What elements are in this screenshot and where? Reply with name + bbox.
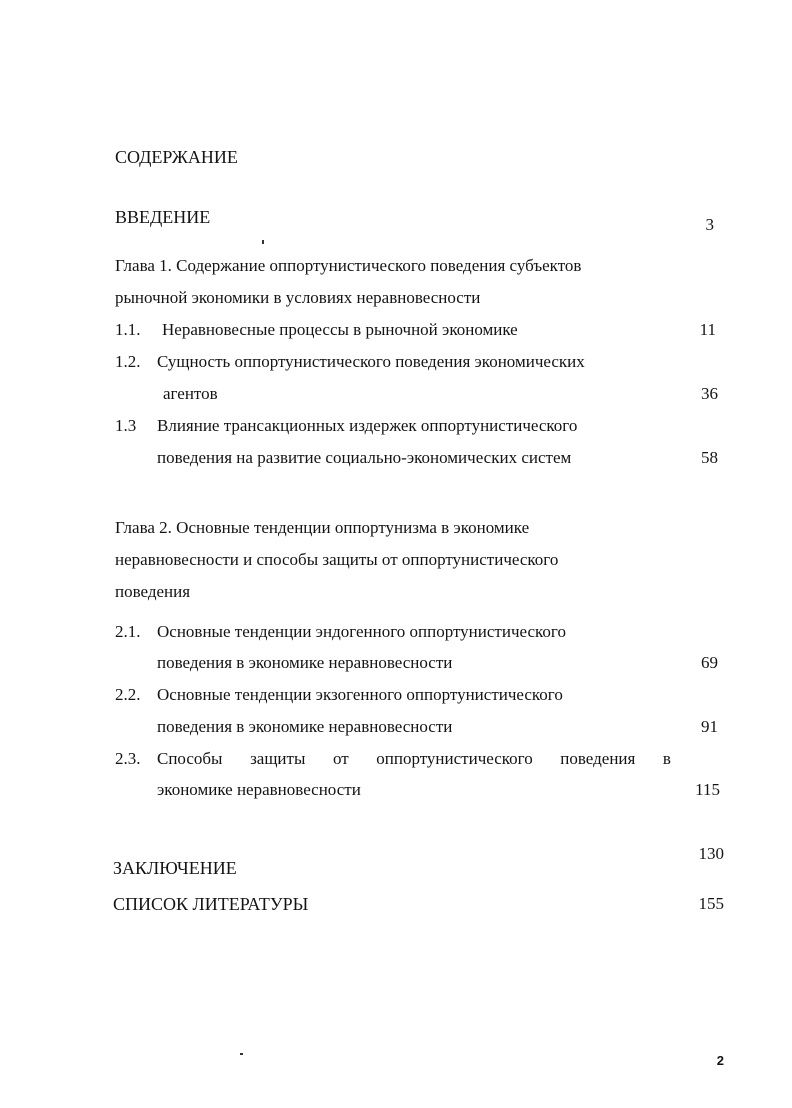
section-2-1-number: 2.1. xyxy=(115,622,141,641)
references-page: 155 xyxy=(698,894,724,913)
scan-speck xyxy=(262,240,264,244)
section-1-2-title-line1: Сущность оппортунистического поведения экономических xyxy=(157,352,585,371)
word: от xyxy=(332,749,349,768)
section-2-1-title-line1: Основные тенденции эндогенного оппортунистического xyxy=(157,622,566,641)
word: защиты xyxy=(250,749,306,768)
word: Способы xyxy=(157,749,223,768)
section-2-3-title-line1 xyxy=(157,749,671,769)
scan-speck xyxy=(240,1053,243,1055)
chapter1-heading-line2: рыночной экономики в условиях неравновесности xyxy=(115,288,481,307)
section-1-3-page: 58 xyxy=(701,448,718,467)
section-1-3-title-line2: поведения на развитие социально-экономических систем xyxy=(157,448,572,467)
page-number: 2 xyxy=(716,1053,724,1068)
section-2-2-number: 2.2. xyxy=(115,685,141,704)
section-1-2-page: 36 xyxy=(701,384,718,403)
section-2-2-title-line1: Основные тенденции экзогенного оппортунистического xyxy=(157,685,563,704)
conclusion-page: 130 xyxy=(698,844,724,863)
references-label: СПИСОК ЛИТЕРАТУРЫ xyxy=(113,894,309,914)
chapter1-heading-line1: Глава 1. Содержание оппортунистического поведения субъектов xyxy=(115,256,582,275)
chapter2-heading-line1: Глава 2. Основные тенденции оппортунизма в экономике xyxy=(115,518,530,537)
conclusion-label: ЗАКЛЮЧЕНИЕ xyxy=(113,858,237,878)
section-1-2-number: 1.2. xyxy=(115,352,141,371)
word: оппортунистического xyxy=(376,749,533,768)
section-2-2-page: 91 xyxy=(701,717,718,736)
section-1-3-title-line1: Влияние трансакционных издержек оппортунистического xyxy=(157,416,578,435)
section-1-1-page: 11 xyxy=(699,320,716,339)
intro-label: ВВЕДЕНИЕ xyxy=(115,207,211,227)
intro-page: 3 xyxy=(705,215,714,234)
contents-title: СОДЕРЖАНИЕ xyxy=(115,147,238,167)
word: в xyxy=(662,749,671,768)
section-1-2-title-line2: агентов xyxy=(163,384,218,403)
chapter2-heading-line2: неравновесности и способы защиты от оппортунистического xyxy=(115,550,559,569)
section-1-1-title: Неравновесные процессы в рыночной экономике xyxy=(162,320,518,339)
word: поведения xyxy=(560,749,636,768)
section-1-3-number: 1.3 xyxy=(115,416,137,435)
section-2-3-page: 115 xyxy=(695,780,720,799)
section-2-3-title-line2: экономике неравновесности xyxy=(157,780,361,799)
section-1-1-number: 1.1. xyxy=(115,320,141,339)
section-2-3-number: 2.3. xyxy=(115,749,141,768)
section-2-2-title-line2: поведения в экономике неравновесности xyxy=(157,717,453,736)
chapter2-heading-line3: поведения xyxy=(115,582,191,601)
section-2-1-title-line2: поведения в экономике неравновесности xyxy=(157,653,453,672)
section-2-1-page: 69 xyxy=(701,653,718,672)
